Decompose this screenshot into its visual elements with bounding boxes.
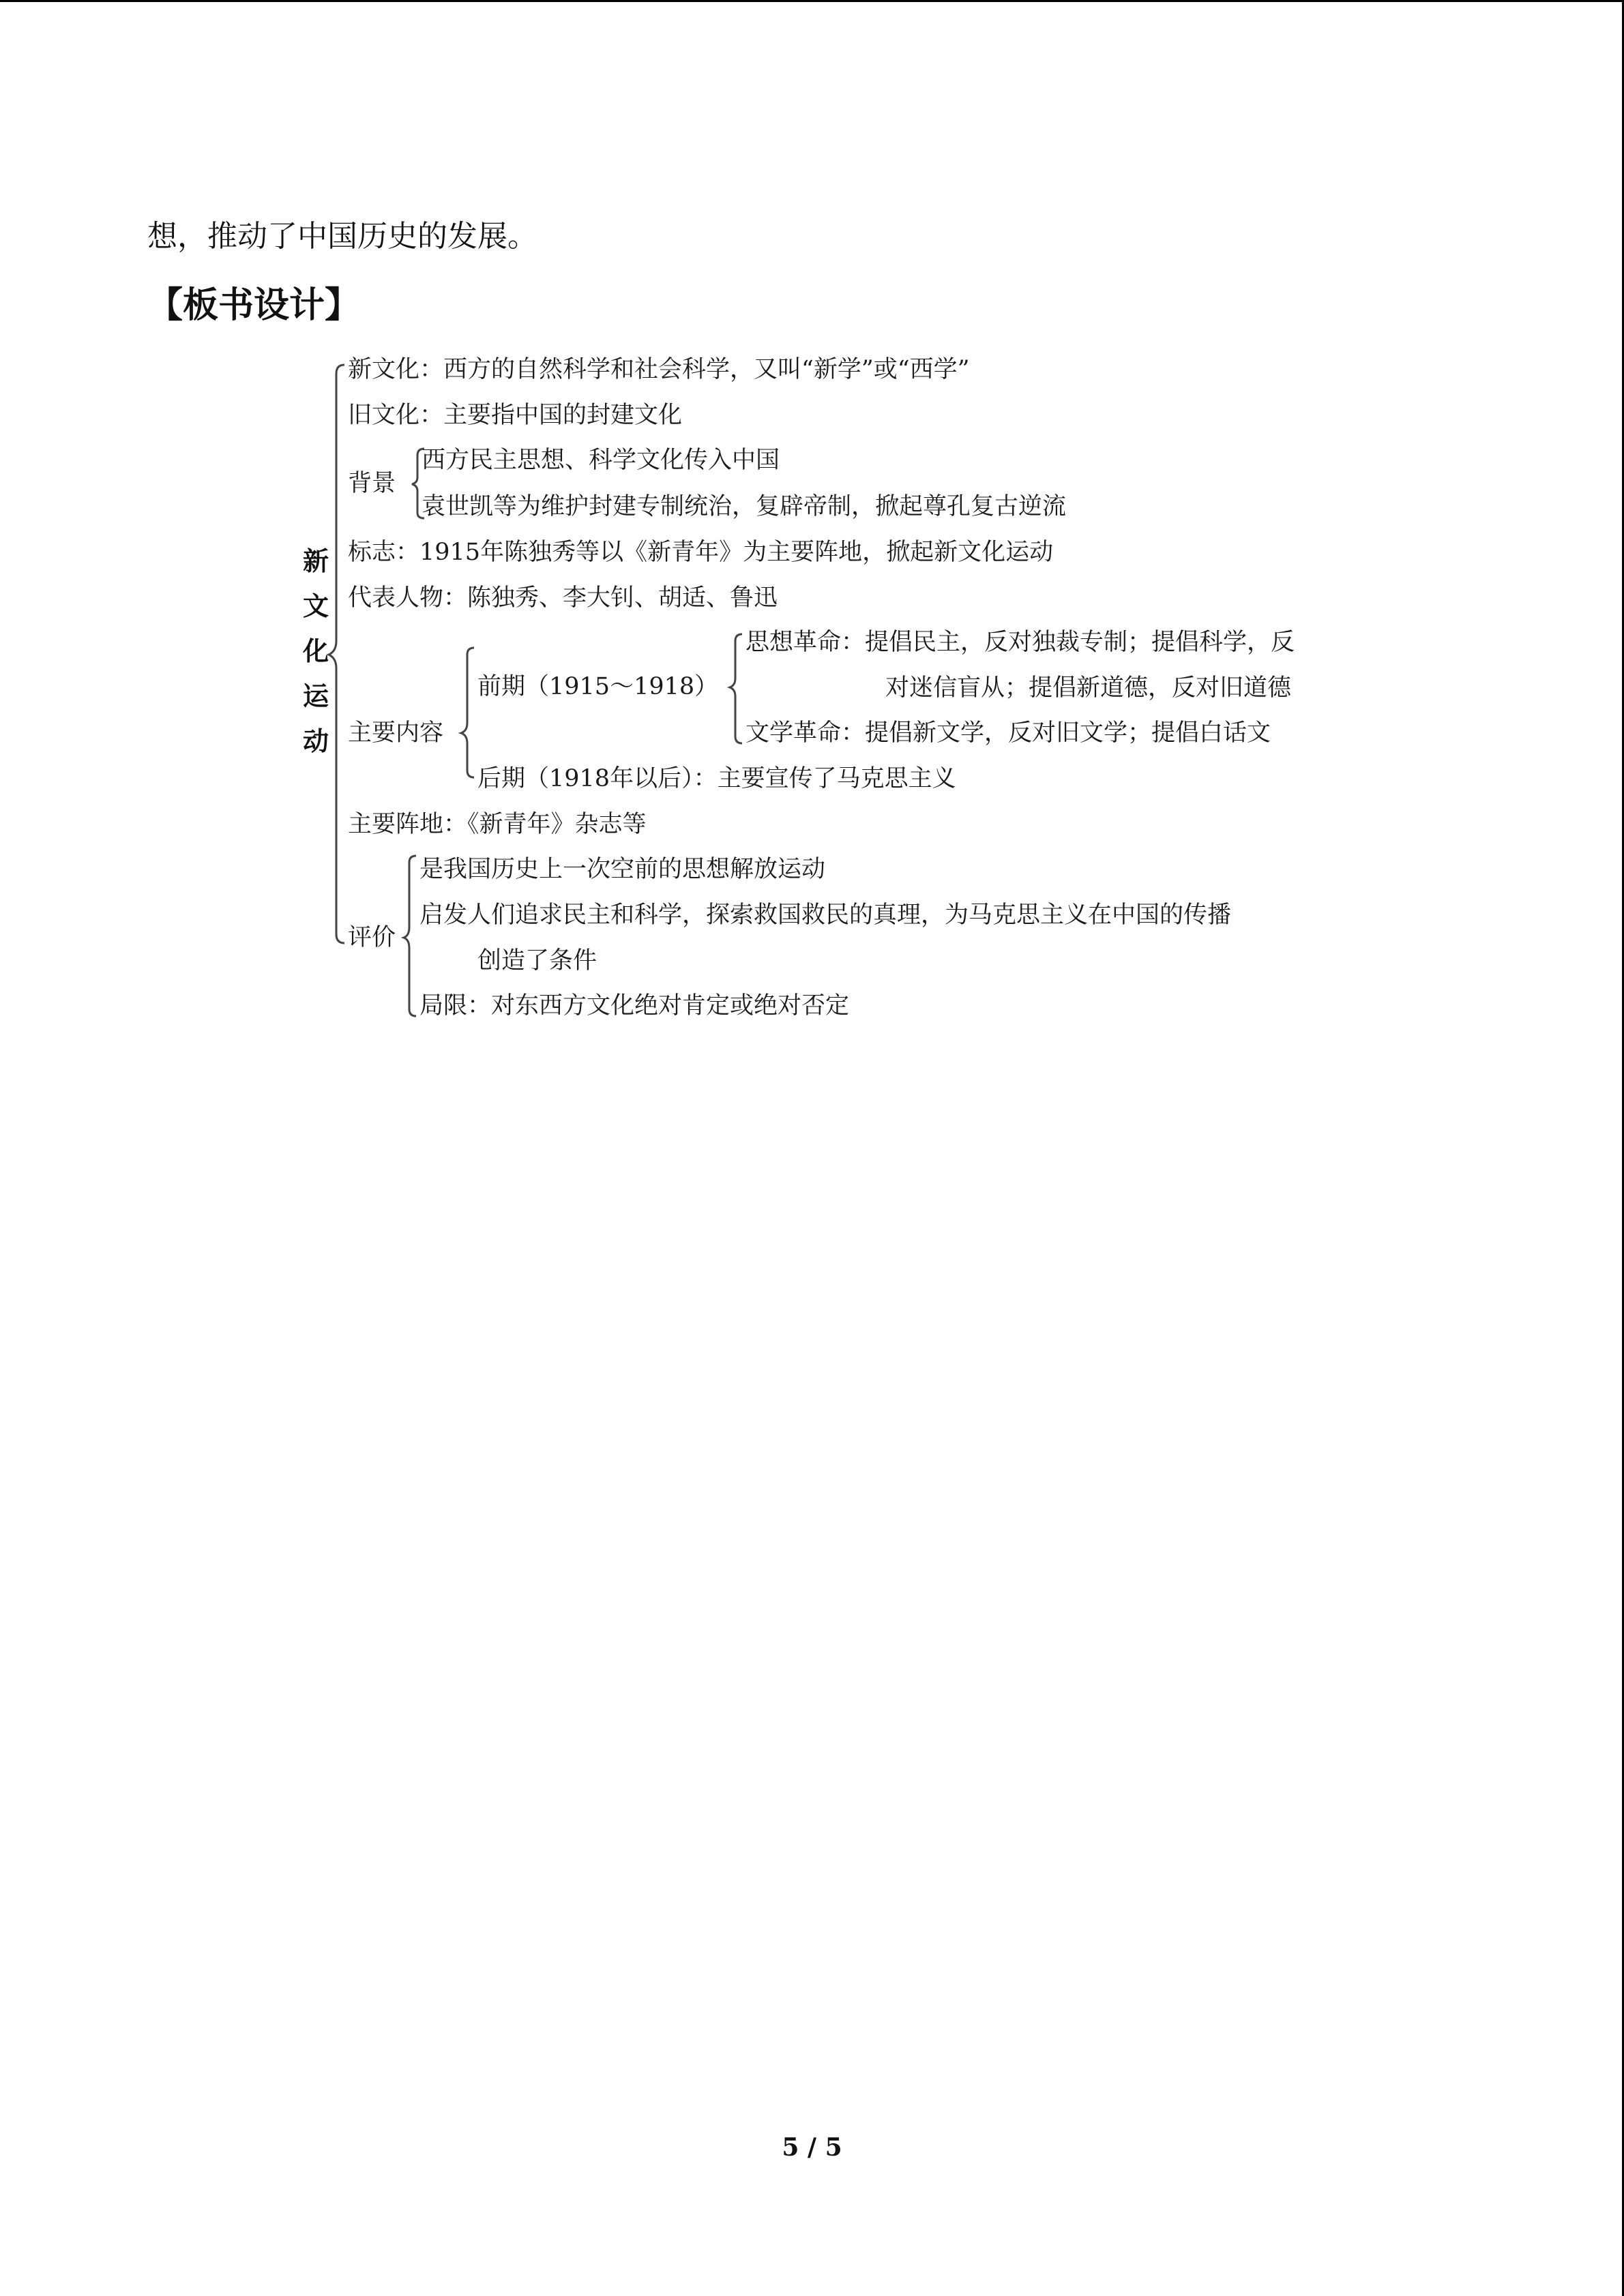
node-literary-revolution: 文学革命：提倡新文学，反对旧文学；提倡白话文: [745, 719, 1271, 747]
node-content-label: 主要内容: [348, 719, 444, 747]
node-old-culture: 旧文化：主要指中国的封建文化: [348, 402, 683, 429]
node-early-label: 前期（1915～1918）: [477, 673, 719, 700]
node-late-period: 后期（1918年以后）：主要宣传了马克思主义: [477, 765, 956, 792]
node-evaluation-2: 启发人们追求民主和科学，探索救国救民的真理，为马克思主义在中国的传播: [419, 901, 1232, 929]
node-new-culture: 新文化：西方的自然科学和社会科学，又叫“新学”或“西学”: [348, 356, 970, 383]
section-heading: 【板书设计】: [147, 285, 361, 326]
intro-paragraph: 想，推动了中国历史的发展。: [147, 219, 537, 254]
node-background-2: 袁世凯等为维护封建专制统治，复辟帝制，掀起尊孔复古逆流: [422, 493, 1067, 520]
early-brace: [730, 634, 742, 743]
page-number: 5 / 5: [782, 2133, 842, 2162]
node-thought-revolution-2: 对迷信盲从；提倡新道德，反对旧道德: [885, 674, 1292, 702]
node-background-1: 西方民主思想、科学文化传入中国: [422, 447, 780, 474]
node-evaluation-1: 是我国历史上一次空前的思想解放运动: [419, 856, 826, 883]
node-background-label: 背景: [348, 470, 396, 497]
node-evaluation-label: 评价: [348, 924, 396, 951]
node-symbol: 标志：1915年陈独秀等以《新青年》为主要阵地，掀起新文化运动: [348, 539, 1054, 566]
node-thought-revolution-1: 思想革命：提倡民主，反对独裁专制；提倡科学，反: [745, 629, 1295, 656]
node-evaluation-2-cont: 创造了条件: [477, 947, 597, 974]
node-figures: 代表人物：陈独秀、李大钊、胡适、鲁迅: [348, 584, 778, 612]
evaluation-brace: [404, 856, 416, 1016]
diagram-root: 新文化运动: [302, 546, 329, 756]
content-brace: [461, 648, 474, 777]
node-evaluation-3: 局限：对东西方文化绝对肯定或绝对否定: [419, 992, 850, 1019]
node-base: 主要阵地：《新青年》杂志等: [348, 811, 647, 838]
